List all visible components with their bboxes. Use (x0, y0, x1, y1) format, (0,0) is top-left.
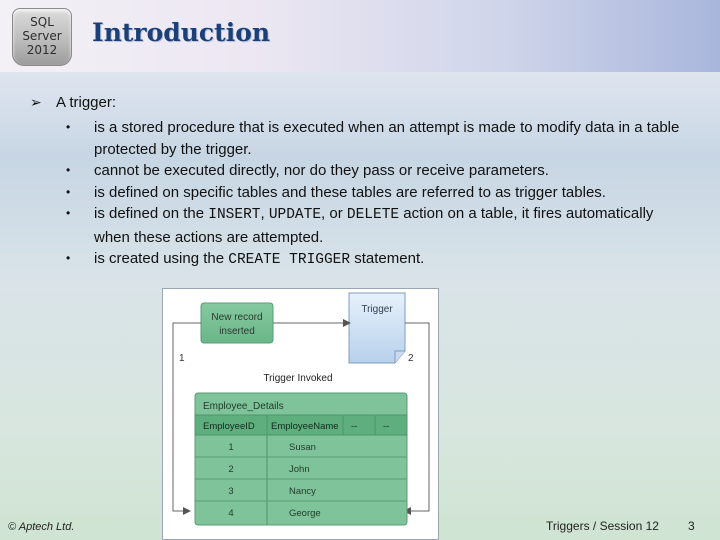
employee-table (195, 393, 407, 525)
sub-bullet-text: is a stored procedure that is executed when an attempt is made to modify data in a table protected by the trigger. (94, 119, 680, 158)
sub-bullet-text: statement. (350, 250, 425, 267)
connector-line-3 (405, 323, 429, 511)
table-cell-name: Susan (289, 442, 316, 453)
sub-bullet (66, 160, 686, 182)
sql-server-logo (12, 8, 72, 66)
sub-bullet (66, 248, 686, 272)
table-cell-id: 4 (228, 508, 234, 519)
column-header: EmployeeID (203, 421, 255, 432)
table-cell-id: 2 (228, 464, 234, 475)
main-bullet (30, 94, 116, 111)
step-1-label: 1 (179, 353, 185, 364)
sub-bullet (66, 182, 686, 204)
column-header: -- (383, 421, 390, 432)
arrow-bullet-icon: ➢ (30, 94, 42, 110)
header-band (0, 0, 720, 72)
footer-page-number: 3 (688, 519, 695, 533)
code-delete: DELETE (346, 207, 400, 223)
bullet-dot-icon: • (66, 163, 71, 177)
table-cell-id: 3 (228, 486, 234, 497)
new-record-box (201, 303, 273, 343)
table-cell-id: 1 (228, 442, 234, 453)
sub-bullet-text: is created using the (94, 250, 229, 267)
column-header: -- (351, 421, 358, 432)
bullet-dot-icon: • (66, 184, 71, 199)
bullet-dot-icon: • (66, 206, 71, 220)
sub-bullet-list (66, 117, 686, 272)
sub-bullet-text: cannot be executed directly, nor do they pass or receive parameters. (94, 162, 549, 179)
sub-bullet-text: , or (321, 205, 347, 222)
sub-bullet-text: , (260, 205, 269, 222)
footer-copyright: © Aptech Ltd. (8, 521, 75, 533)
new-record-line1: New record (211, 312, 263, 323)
trigger-diagram (162, 288, 439, 540)
table-name: Employee_Details (203, 401, 284, 412)
new-record-line2: inserted (219, 326, 255, 337)
sub-bullet-text: is defined on the (94, 205, 209, 222)
table-cell-name: George (289, 508, 321, 519)
footer-session: Triggers / Session 12 (546, 519, 659, 533)
sub-bullet (66, 203, 686, 248)
logo-line-3: 2012 (26, 43, 58, 57)
code-update: UPDATE (268, 207, 322, 223)
trigger-invoked-label: Trigger Invoked (263, 373, 333, 384)
sub-bullet-text: action on a table, it fires automatically when these actions are attempted. (94, 205, 654, 246)
column-header: EmployeeName (271, 421, 339, 432)
logo-line-2: Server (22, 29, 62, 43)
table-cell-name: John (289, 464, 310, 475)
code-create-trigger: CREATE TRIGGER (228, 252, 351, 268)
code-insert: INSERT (208, 207, 261, 223)
bullet-dot-icon: • (66, 251, 71, 265)
sub-bullet-text: is defined on specific tables and these tables are referred to as trigger tables. (94, 183, 606, 201)
step-2-label: 2 (408, 353, 414, 364)
sub-bullet (66, 117, 686, 160)
trigger-label: Trigger (361, 304, 393, 315)
main-bullet-text: A trigger: (56, 94, 117, 111)
table-cell-name: Nancy (289, 486, 316, 497)
bullet-dot-icon: • (66, 120, 71, 134)
page-title: Introduction (92, 18, 271, 47)
logo-line-1: SQL (30, 15, 54, 29)
